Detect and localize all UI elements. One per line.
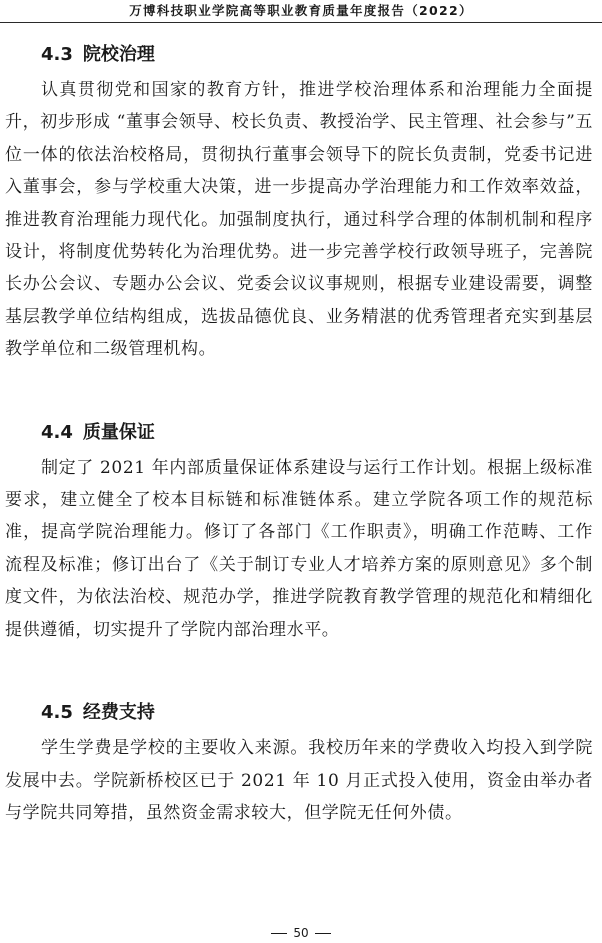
footer-dash-right (315, 933, 331, 934)
page-body (5, 36, 593, 829)
page-number: 50 (293, 926, 309, 940)
section-title: 经费支持 (82, 702, 155, 724)
section-heading (5, 694, 593, 732)
section-spacer (5, 646, 593, 694)
page-header (0, 0, 602, 22)
page-footer (0, 925, 602, 941)
header-rule (0, 22, 602, 23)
section-spacer (5, 366, 593, 414)
footer-dash-left (271, 933, 287, 934)
section-heading (5, 414, 593, 452)
report-title: 万博科技职业学院高等职业教育质量年度报告（2022） (129, 3, 473, 18)
section-governance (5, 36, 593, 366)
section-heading (5, 36, 593, 74)
section-number: 4.5 (41, 702, 73, 724)
section-number: 4.4 (41, 421, 73, 443)
section-paragraph: 认真贯彻党和国家的教育方针，推进学校治理体系和治理能力全面提升，初步形成 “董事会领导、校长负责、教授治学、民主管理、社会参与”五位一体的依法治校格局，贯彻执行董事会领导下的院长负责制，党委书记进入董事会，参与学校重大决策，进一步提高办学治理能力和工作效率效益，推进教育治理能力现代化。加强制度执行，通过科学合理的体制机制和程序设计，将制度优势转化为治理优势。进一步完善学校行政领导班子，完善院长办公会议、专题办公会议、党委会议议事规则，根据专业建设需要，调整基层教学单位结构组成，选拔品德优良、业务精湛的优秀管理者充实到基层教学单位和二级管理机构。 (5, 80, 593, 360)
section-paragraph: 制定了 2021 年内部质量保证体系建设与运行工作计划。根据上级标准要求，建立健全了校本目标链和标准链体系。建立学院各项工作的规范标准，提高学院治理能力。修订了各部门《工作职责》，明确工作范畴、工作流程及标准；修订出台了《关于制订专业人才培养方案的原则意见》多个制度文件，为依法治校、规范办学，推进学院教育教学管理的规范化和精细化提供遵循，切实提升了学院内部治理水平。 (5, 457, 593, 640)
section-title: 质量保证 (82, 421, 155, 443)
section-quality-assurance (5, 414, 593, 646)
section-funding (5, 694, 593, 829)
section-number: 4.3 (41, 44, 73, 65)
section-title: 院校治理 (82, 44, 155, 65)
section-paragraph: 学生学费是学校的主要收入来源。我校历年来的学费收入均投入到学院发展中去。学院新桥校区已于 2021 年 10 月正式投入使用，资金由举办者与学院共同筹措，虽然资金需求较大，但学院无任何外债。 (5, 738, 593, 823)
